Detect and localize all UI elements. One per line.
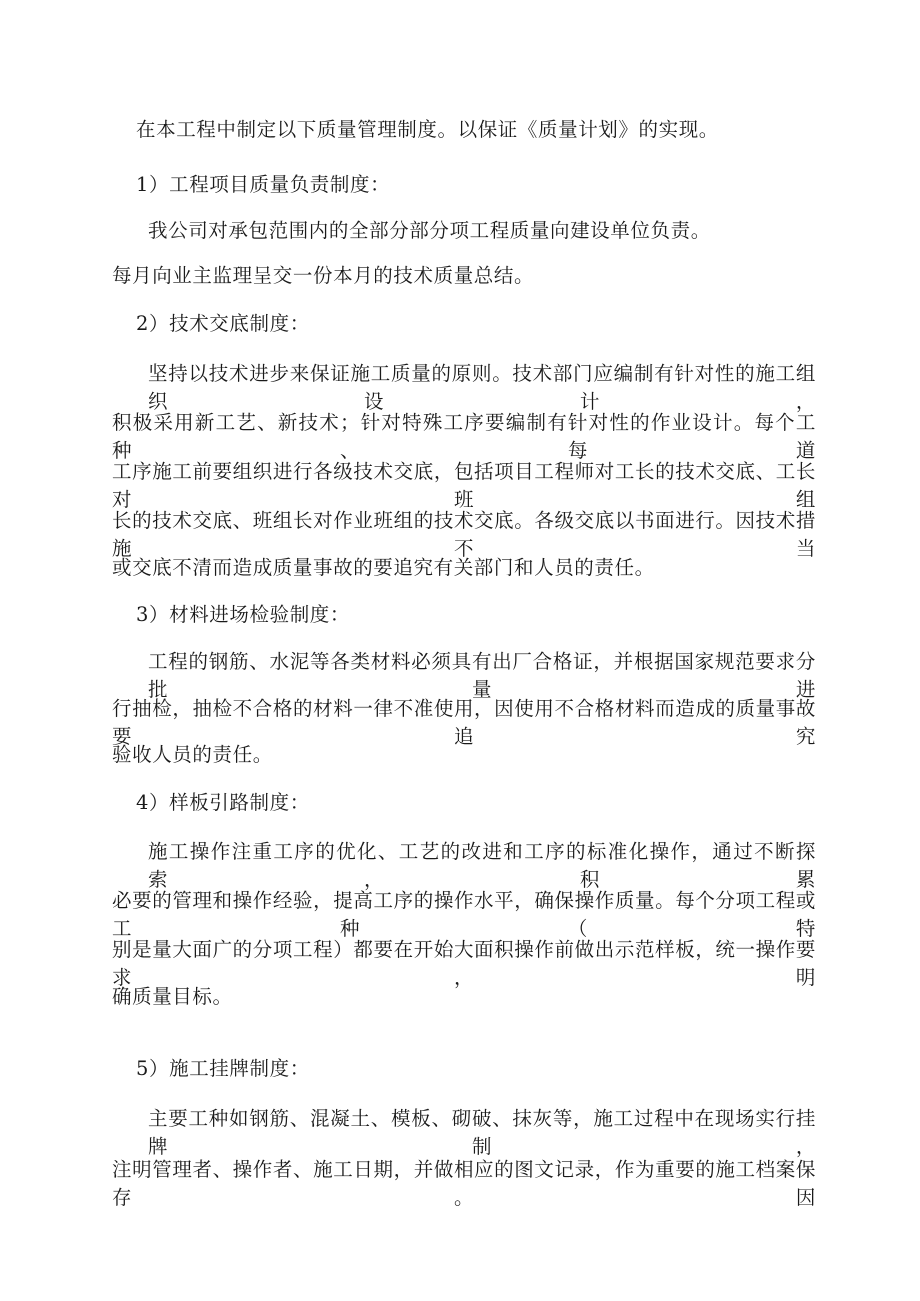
section-3-line-1: 工程的钢筋、水泥等各类材料必须具有出厂合格证，并根据国家规范要求分批量进: [148, 650, 816, 701]
section-5-line-2: 注明管理者、操作者、施工日期，并做相应的图文记录，作为重要的施工档案保存。因: [112, 1158, 816, 1209]
section-2-line-2: 积极采用新工艺、新技术；针对特殊工序要编制有针对性的作业设计。每个工种、每道: [112, 411, 816, 462]
section-2-heading: 2）技术交底制度：: [136, 312, 310, 335]
section-5-line-1: 主要工种如钢筋、混凝土、模板、砌破、抹灰等，施工过程中在现场实行挂牌制，: [148, 1107, 816, 1158]
section-4-line-1: 施工操作注重工序的优化、工艺的改进和工序的标准化操作，通过不断探索，积累: [148, 840, 816, 891]
section-2-line-5: 或交底不清而造成质量事故的要追究有关部门和人员的责任。: [112, 556, 655, 579]
section-3-line-2: 行抽检，抽检不合格的材料一律不准使用，因使用不合格材料而造成的质量事故要追究: [112, 697, 816, 748]
section-1-heading: 1）工程项目质量负责制度：: [136, 173, 391, 196]
section-1-line-2: 每月向业主监理呈交一份本月的技术质量总结。: [112, 264, 535, 287]
intro-paragraph: 在本工程中制定以下质量管理制度。以保证《质量计划》的实现。: [136, 118, 719, 141]
section-4-line-3: 别是量大面广的分项工程）都要在开始大面积操作前做出示范样板，统一操作要求，明: [112, 938, 816, 989]
section-2-line-1: 坚持以技术进步来保证施工质量的原则。技术部门应编制有针对性的施工组织设计，: [148, 362, 816, 413]
section-4-heading: 4）样板引路制度：: [136, 791, 310, 814]
section-4-line-4: 确质量目标。: [112, 985, 233, 1008]
section-3-heading: 3）材料进场检验制度：: [136, 603, 351, 626]
section-2-line-3: 工序施工前要组织进行各级技术交底，包括项目工程师对工长的技术交底、工长对班组: [112, 460, 816, 511]
section-4-line-2: 必要的管理和操作经验，提高工序的操作水平，确保操作质量。每个分项工程或工种（特: [112, 889, 816, 940]
section-2-line-4: 长的技术交底、班组长对作业班组的技术交底。各级交底以书面进行。因技术措施不当: [112, 509, 816, 560]
section-5-heading: 5）施工挂牌制度：: [136, 1057, 310, 1080]
section-1-line-1: 我公司对承包范围内的全部分部分项工程质量向建设单位负责。: [148, 219, 711, 242]
section-3-line-3: 验收人员的责任。: [112, 743, 273, 766]
